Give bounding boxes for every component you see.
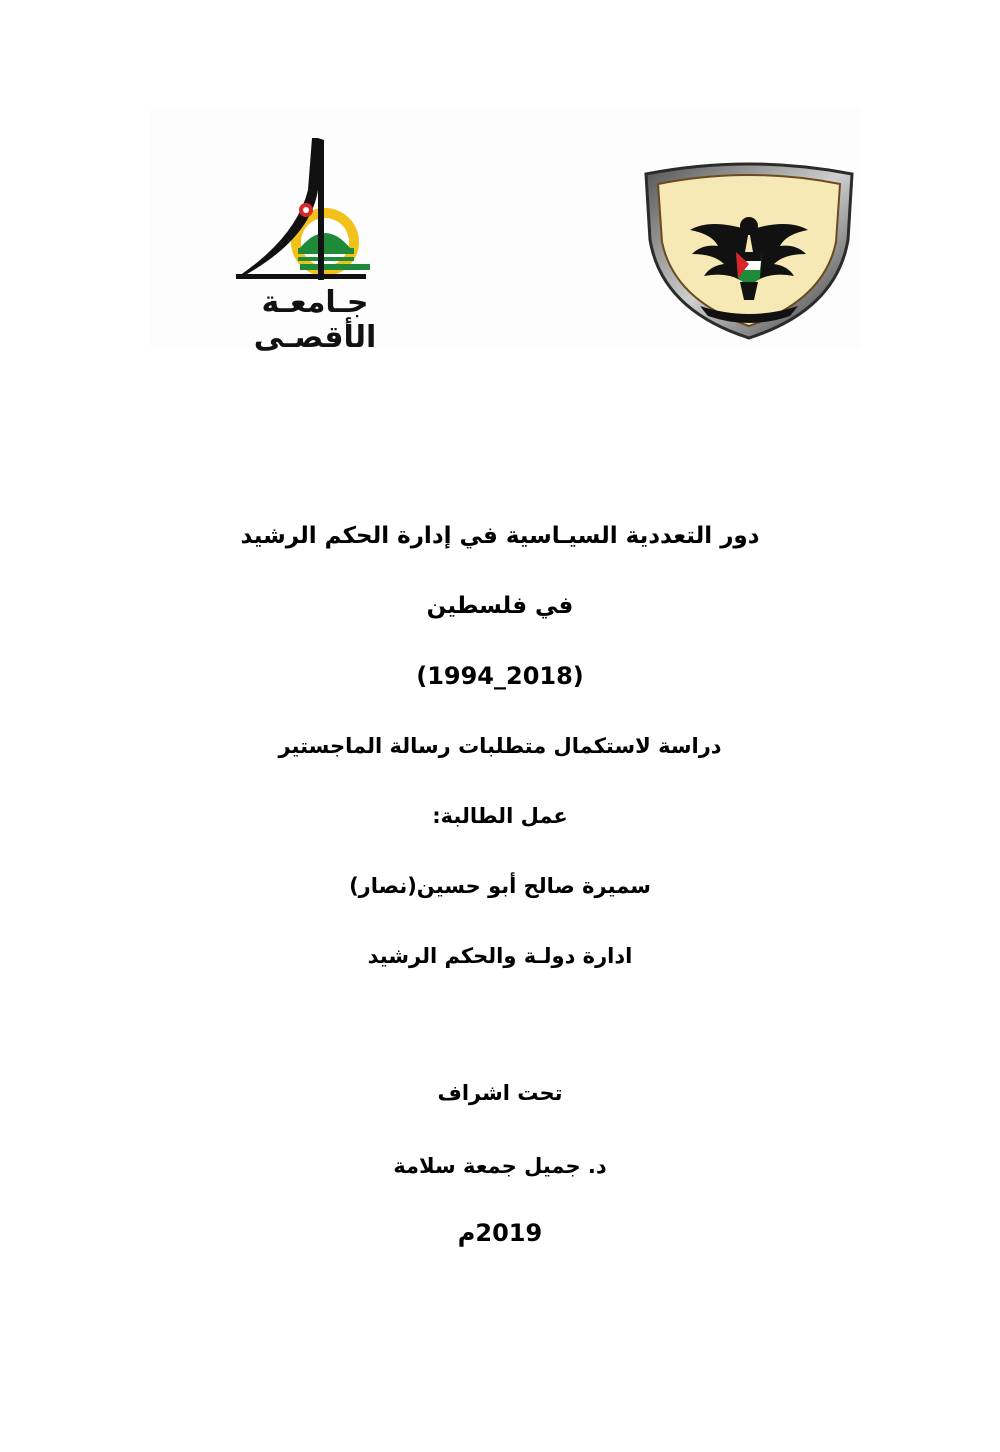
study-purpose-note: دراسة لاستكمال متطلبات رسالة الماجستير xyxy=(278,734,722,758)
al-aqsa-emblem-icon xyxy=(200,130,430,280)
supervision-label: تحت اشراف xyxy=(437,1081,563,1105)
student-label: عمل الطالبة: xyxy=(432,804,568,828)
document-year: 2019م xyxy=(457,1219,543,1247)
thesis-title-line-2: في فلسطين xyxy=(426,593,574,619)
supervisor-name: د. جميل جمعة سلامة xyxy=(393,1154,607,1178)
academy-shield-logo xyxy=(640,160,858,340)
shield-eagle-icon xyxy=(640,160,858,340)
program-name: ادارة دولـة والحكم الرشيد xyxy=(367,944,633,968)
study-period: (1994_2018) xyxy=(416,662,584,690)
al-aqsa-university-logo xyxy=(200,130,430,355)
university-name-text: جـامعـة الأقصـى xyxy=(253,285,377,355)
student-name: سميرة صالح أبو حسين(نصار) xyxy=(349,874,651,898)
thesis-title-line-1: دور التعددية السيـاسية في إدارة الحكم الرشيد xyxy=(240,523,760,549)
